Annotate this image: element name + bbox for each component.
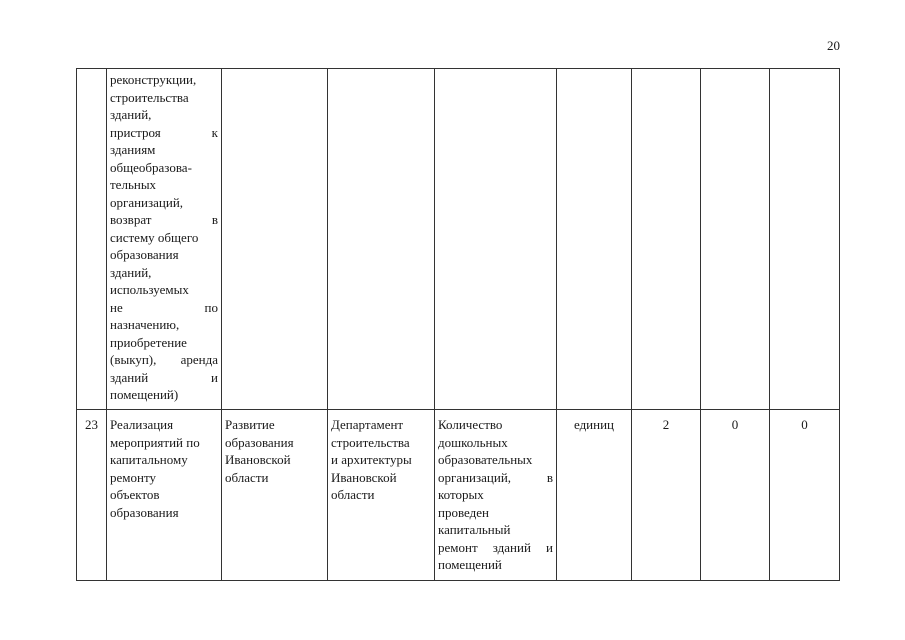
cell-text-line: области [331,487,375,502]
cell-text-line: и архитектуры [331,452,412,467]
cell-text-line: образования [110,247,179,262]
cell-text-line: дошкольных [438,434,508,450]
value-cell [632,69,701,410]
executor-cell [328,69,435,410]
cell-text-line: капитальному [110,452,188,467]
cell-text-line: Реализация [110,417,174,432]
cell-text-line: организаций, в [438,469,553,485]
cell-text-line: строительства [331,434,410,450]
cell-text-line: ремонт зданий и [438,539,553,555]
cell-text-line: зданиям [110,142,156,157]
cell-text-line: зданий, [110,264,152,280]
cell-text-line: не по [110,299,218,315]
unit-cell [557,69,632,410]
cell-text-line: ремонту [110,469,156,485]
cell-text-line: приобретение [110,334,187,350]
cell-text-line: объектов [110,487,160,502]
value-cell: 2 [632,410,701,581]
value-cell: 0 [701,410,770,581]
cell-text-line: пристроя к [110,124,218,140]
activity-name-cell [107,69,222,410]
cell-text-line: мероприятий по [110,434,200,450]
row-number-cell [77,69,107,410]
cell-text-line: Департамент [331,417,404,432]
cell-text-line: назначению, [110,317,180,332]
cell-text-line: Ивановской [225,452,291,467]
cell-text-line: образования [110,504,179,520]
cell-text-line: возврат в [110,212,218,227]
cell-text-line: зданий и [110,369,218,385]
cell-text-line: образовательных [438,452,533,467]
program-cell [222,410,328,581]
value-cell [770,69,840,410]
program-cell [222,69,328,410]
value-cell [701,69,770,410]
cell-text-line: общеобразова- [110,159,192,175]
table-row [77,69,840,410]
cell-text-line: зданий, [110,107,152,122]
value-cell: 0 [770,410,840,581]
cell-text-line: систему общего [110,229,199,245]
indicator-cell [435,410,557,581]
cell-text-line: строительства [110,89,189,105]
cell-text-line: капитальный [438,522,511,537]
row-number-cell: 23 [77,410,107,581]
cell-text-line: Количество [438,417,503,432]
cell-text-line: реконструкции, [110,72,197,87]
cell-text-line: которых [438,487,484,502]
executor-cell [328,410,435,581]
cell-text-line: тельных [110,177,157,192]
activity-name-cell [107,410,222,581]
cell-text-line: помещений) [110,387,179,402]
cell-text-line: Ивановской [331,469,397,485]
page-number: 20 [827,38,840,53]
cell-text-line: проведен [438,504,489,520]
unit-cell: единиц [557,410,632,581]
cell-text-line: Развитие [225,417,275,432]
indicator-cell [435,69,557,410]
program-table [76,68,840,581]
cell-text-line: образования [225,434,294,450]
cell-text-line: используемых [110,282,189,297]
table-row [77,410,840,581]
cell-text-line: области [225,469,269,485]
cell-text-line: помещений [438,557,502,572]
cell-text-line: организаций, [110,194,184,210]
cell-text-line: (выкуп), аренда [110,352,218,367]
